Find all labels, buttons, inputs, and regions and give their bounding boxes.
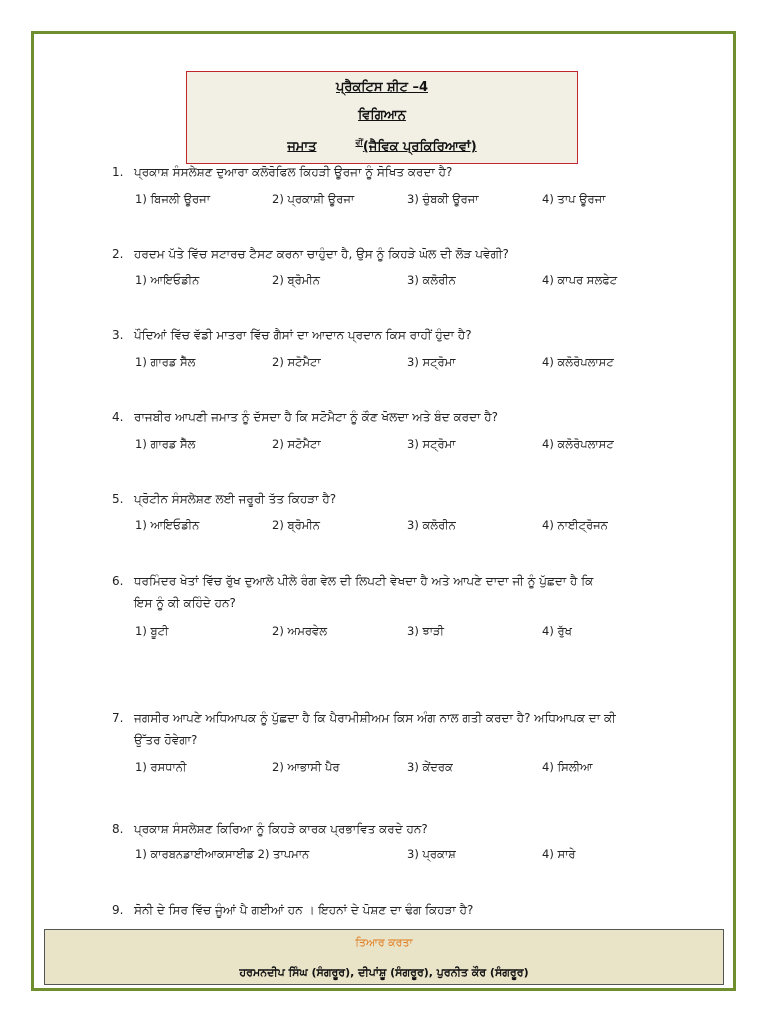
option-4: 4) ਕਾਪਰ ਸਲਫੇਟ [542,273,618,287]
question-text: ਪੌਦਿਆਂ ਵਿੱਚ ਵੱਡੀ ਮਾਤਰਾ ਵਿੱਚ ਗੈਸਾਂ ਦਾ ਆਦਾਨ ਪ੍ਰਦਾਨ ਕਿਸ ਰਾਹੀਂ ਹੁੰਦਾ ਹੈ? [134,328,472,342]
option-3: 3) ਚੁੰਬਕੀ ਊਰਜਾ [407,192,479,206]
option-1: 1) ਆਇਓਡੀਨ [135,273,200,287]
option-2: 2) ਸਟੋਮੈਟਾ [272,355,321,369]
question-text: ਜਗਸੀਰ ਆਪਣੇ ਅਧਿਆਪਕ ਨੂੰ ਪੁੱਛਦਾ ਹੈ ਕਿ ਪੈਰਾਮੀਸ਼ੀਅਮ ਕਿਸ ਅੰਗ ਨਾਲ ਗਤੀ ਕਰਦਾ ਹੈ? ਅਧਿਆਪਕ ਦਾ ਕੀ [134,711,616,725]
option-1: 1) ਬੂਟੀ [135,624,169,638]
worksheet-title: ਪ੍ਰੈਕਟਿਸ ਸ਼ੀਟ –4 [336,80,428,95]
option-1: 1) ਬਿਜਲੀ ਊਰਜਾ [135,192,210,206]
option-1: 1) ਗਾਰਡ ਸੈੱਲ [135,355,196,369]
option-2: 2) ਬ੍ਰੋਮੀਨ [272,518,320,532]
question-2 [112,243,509,265]
question-number: 2. [112,247,124,261]
question-text-continued: ਇਸ ਨੂੰ ਕੀ ਕਹਿੰਦੇ ਹਨ? [134,596,236,610]
class-superscript: ਵੀਂ [355,138,363,147]
option-1: 1) ਰਸਧਾਨੀ [135,760,187,774]
question-5 [112,488,336,510]
footer-title: ਤਿਆਰ ਕਰਤਾ [355,936,413,949]
option-4: 4) ਸਿਲੀਆ [542,760,593,774]
option-3: 3) ਕੇਂਦਰਕ [407,760,453,774]
option-4: 4) ਰੁੱਖ [542,624,572,638]
question-text-continued: ਉੱਤਰ ਹੋਵੇਗਾ? [134,733,198,747]
option-4: 4) ਨਾਈਟ੍ਰੋਜਨ [542,518,608,532]
question-text: ਪ੍ਰਕਾਸ਼ ਸੰਸਲੇਸ਼ਣ ਦੁਆਰਾ ਕਲੋਰੋਫਿਲ ਕਿਹੜੀ ਊਰਜਾ ਨੂੰ ਸੋਖਿਤ ਕਰਦਾ ਹੈ? [134,165,453,179]
question-number: 8. [112,822,124,836]
question-text: ਪ੍ਰਕਾਸ਼ ਸੰਸਲੇਸ਼ਣ ਕਿਰਿਆ ਨੂੰ ਕਿਹੜੇ ਕਾਰਕ ਪ੍ਰਭਾਵਿਤ ਕਰਦੇ ਹਨ? [134,822,428,836]
option-4: 4) ਤਾਪ ਊਰਜਾ [542,192,606,206]
option-3: 3) ਕਲੋਰੀਨ [407,518,456,532]
option-1: 1) ਆਇਓਡੀਨ [135,518,200,532]
question-number: 9. [112,903,124,917]
option-4: 4) ਕਲੋਰੋਪਲਾਸਟ [542,437,614,451]
question-9 [112,899,473,921]
question-4 [112,406,498,428]
question-number: 6. [112,574,124,588]
option-2: 2) ਅਮਰਵੇਲ [272,624,328,638]
prepared-by-footer [44,929,724,985]
question-6 [112,570,593,614]
question-number: 7. [112,711,124,725]
topic-label: (ਜੈਵਿਕ ਪ੍ਰਕਿਰਿਆਵਾਂ) [362,139,477,155]
question-1 [112,161,452,183]
option-3: 3) ਝਾੜੀ [407,624,444,638]
question-text: ਧਰਮਿੰਦਰ ਖੇਤਾਂ ਵਿੱਚ ਰੁੱਖ ਦੁਆਲੇ ਪੀਲੇ ਰੰਗ ਵੇਲ ਦੀ ਲਿਪਟੀ ਵੇਖਦਾ ਹੈ ਅਤੇ ਆਪਣੇ ਦਾਦਾ ਜੀ ਨੂੰ ਪੁੱਛਦਾ ਹੈ ਕਿ [134,574,594,588]
option-1-2: 1) ਕਾਰਬਨਡਾਈਆਕਸਾਈਡ 2) ਤਾਪਮਾਨ [135,847,310,861]
question-8 [112,818,428,840]
option-2: 2) ਸਟੋਮੈਟਾ [272,437,321,451]
option-3: 3) ਪ੍ਰਕਾਸ਼ [407,847,456,861]
class-topic-line [187,138,577,154]
option-1: 1) ਗਾਰਡ ਸੈੱਲ [135,437,196,451]
question-text: ਪ੍ਰੋਟੀਨ ਸੰਸਲੇਸ਼ਣ ਲਈ ਜਰੂਰੀ ਤੱਤ ਕਿਹੜਾ ਹੈ? [134,492,337,506]
option-2: 2) ਬ੍ਰੋਮੀਨ [272,273,320,287]
question-7 [112,707,616,751]
option-3: 3) ਸਟ੍ਰੋਮਾ [407,437,456,451]
option-4: 4) ਸਾਰੇ [542,847,576,861]
option-3: 3) ਕਲੋਰੀਨ [407,273,456,287]
class-label: ਜਮਾਤ [287,139,317,155]
option-2: 2) ਪ੍ਰਕਾਸ਼ੀ ਊਰਜਾ [272,192,355,206]
question-number: 3. [112,328,124,342]
question-text: ਸੋਨੀ ਦੇ ਸਿਰ ਵਿੱਚ ਜੂੰਆਂ ਪੈ ਗਈਆਂ ਹਨ । ਇਹਨਾਂ ਦੇ ਪੋਸ਼ਣ ਦਾ ਢੰਗ ਕਿਹੜਾ ਹੈ? [134,903,474,917]
worksheet-header [186,71,578,164]
option-4: 4) ਕਲੋਰੋਪਲਾਸਟ [542,355,614,369]
author-names: ਹਰਮਨਦੀਪ ਸਿੰਘ (ਸੰਗਰੂਰ), ਦੀਪਾਂਸ਼ੂ (ਸੰਗਰੂਰ), ਪੁਰਨੀਤ ਕੌਰ (ਸੰਗਰੂਰ) [239,966,529,979]
question-text: ਹਰਦਮ ਪੱਤੇ ਵਿੱਚ ਸਟਾਰਚ ਟੈਸਟ ਕਰਨਾ ਚਾਹੁੰਦਾ ਹੈ, ਉਸ ਨੂੰ ਕਿਹੜੇ ਘੋਲ ਦੀ ਲੋੜ ਪਵੇਗੀ? [134,247,509,261]
option-2: 2) ਆਭਾਸੀ ਪੈਰ [272,760,340,774]
subject-title: ਵਿਗਿਆਨ [358,108,406,123]
question-number: 4. [112,410,124,424]
question-number: 5. [112,492,124,506]
question-number: 1. [112,165,124,179]
question-text: ਰਾਜਬੀਰ ਆਪਣੀ ਜਮਾਤ ਨੂੰ ਦੱਸਦਾ ਹੈ ਕਿ ਸਟੋਮੈਟਾ ਨੂੰ ਕੌਣ ਖੋਲਦਾ ਅਤੇ ਬੰਦ ਕਰਦਾ ਹੈ? [134,410,499,424]
option-3: 3) ਸਟ੍ਰੋਮਾ [407,355,456,369]
question-3 [112,324,472,346]
